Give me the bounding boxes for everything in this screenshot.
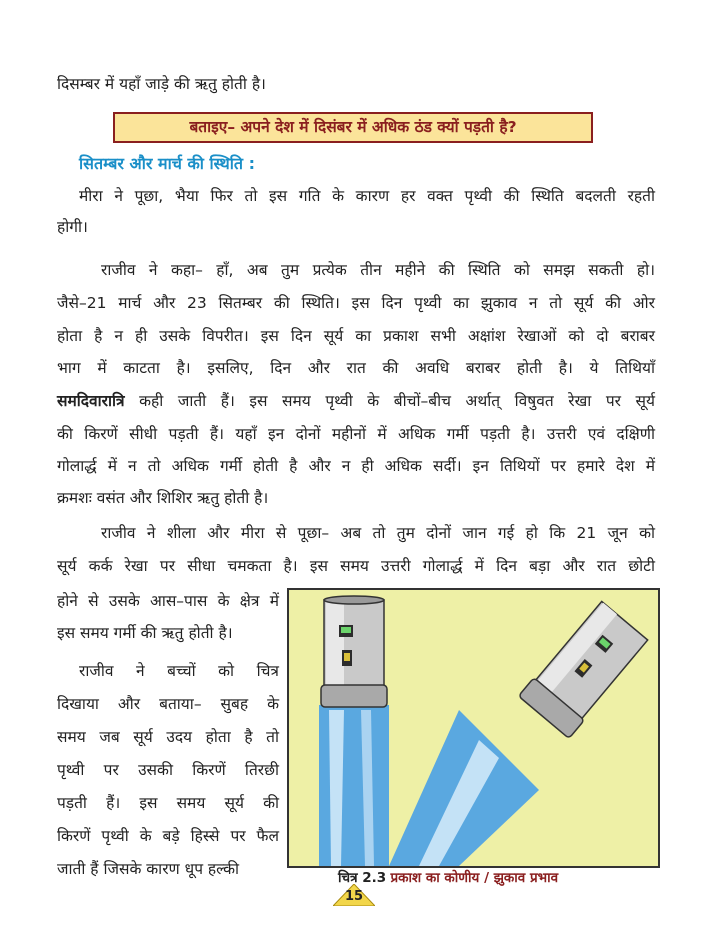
- text-line: इस समय गर्मी की ऋतु होती है।: [57, 624, 233, 642]
- text-line: राजीव ने कहा– हाँ, अब तुम प्रत्येक तीन महीने की स्थिति को समझ सकती हो।: [101, 261, 655, 279]
- text-line: राजीव ने शीला और मीरा से पूछा– अब तो तुम दोनों जान गई हो कि 21 जून को: [101, 524, 655, 542]
- text-line: राजीव ने बच्चों को चित्र: [79, 662, 279, 680]
- slanted-flashlight: [518, 600, 650, 739]
- text-line: होगी।: [57, 218, 88, 236]
- text-line: भाग में काटता है। इसलिए, दिन और रात की अवधि बराबर होती है। ये तिथियाँ: [57, 359, 655, 377]
- vertical-flashlight: [321, 596, 387, 707]
- text-line: समय जब सूर्य उदय होता है तो: [57, 728, 279, 746]
- text-line: पृथ्वी पर उसकी किरणें तिरछी: [57, 761, 279, 779]
- text-line: की किरणें सीधी पड़ती हैं। यहाँ इन दोनों महीनों में अधिक गर्मी पड़ती है। उत्तरी एवं दक्षिणी: [57, 425, 655, 443]
- text-line: [57, 390, 655, 412]
- text-line: किरणें पृथ्वी के बड़े हिस्से पर फैल: [57, 827, 279, 845]
- text-line: जैसे–21 मार्च और 23 सितम्बर की स्थिति। इस दिन पृथ्वी का झुकाव न तो सूर्य की ओर: [57, 294, 655, 312]
- question-box: [113, 112, 593, 143]
- text-line: क्रमशः वसंत और शिशिर ऋतु होती है।: [57, 489, 269, 507]
- caption-text: प्रकाश का कोणीय / झुकाव प्रभाव: [390, 870, 559, 886]
- page-number-badge: [333, 884, 375, 906]
- text-line: गोलार्द्ध में न तो अधिक गर्मी होती है और न ही अधिक सर्दी। इन तिथियों पर हमारे देश में: [57, 457, 655, 475]
- text-line: जाती हैं जिसके कारण धूप हल्की: [57, 860, 240, 878]
- text-line: मीरा ने पूछा, भैया फिर तो इस गति के कारण हर वक्त पृथ्वी की स्थिति बदलती रहती: [79, 187, 655, 205]
- text-line: होने से उसके आस–पास के क्षेत्र में: [57, 592, 279, 610]
- text-line: पड़ती हैं। इस समय सूर्य की: [57, 794, 279, 812]
- flashlight-illustration: [289, 590, 658, 866]
- question-text: बताइए– अपने देश में दिसंबर में अधिक ठंड क्यों पड़ती है?: [189, 118, 517, 136]
- text-line: होता है न ही उसके विपरीत। इस दिन सूर्य का प्रकाश सभी अक्षांश रेखाओं को दो बराबर: [57, 327, 655, 345]
- section-heading: सितम्बर और मार्च की स्थिति :: [79, 154, 255, 173]
- flashlight-figure: [287, 588, 660, 868]
- text-line: दिखाया और बताया– सुबह के: [57, 695, 279, 713]
- text-line: दिसम्बर में यहाँ जाड़े की ऋतु होती है।: [57, 75, 266, 93]
- bold-term: समदिवारात्रि: [57, 392, 125, 410]
- text-span: कही जाती हैं। इस समय पृथ्वी के बीचों–बीच अर्थात् विषुवत रेखा पर सूर्य: [124, 392, 655, 410]
- text-line: सूर्य कर्क रेखा पर सीधा चमकता है। इस समय उत्तरी गोलार्द्ध में दिन बड़ा और रात छोटी: [57, 557, 655, 575]
- caption-number: चित्र 2.3: [338, 870, 387, 886]
- page-number: 15: [344, 889, 364, 904]
